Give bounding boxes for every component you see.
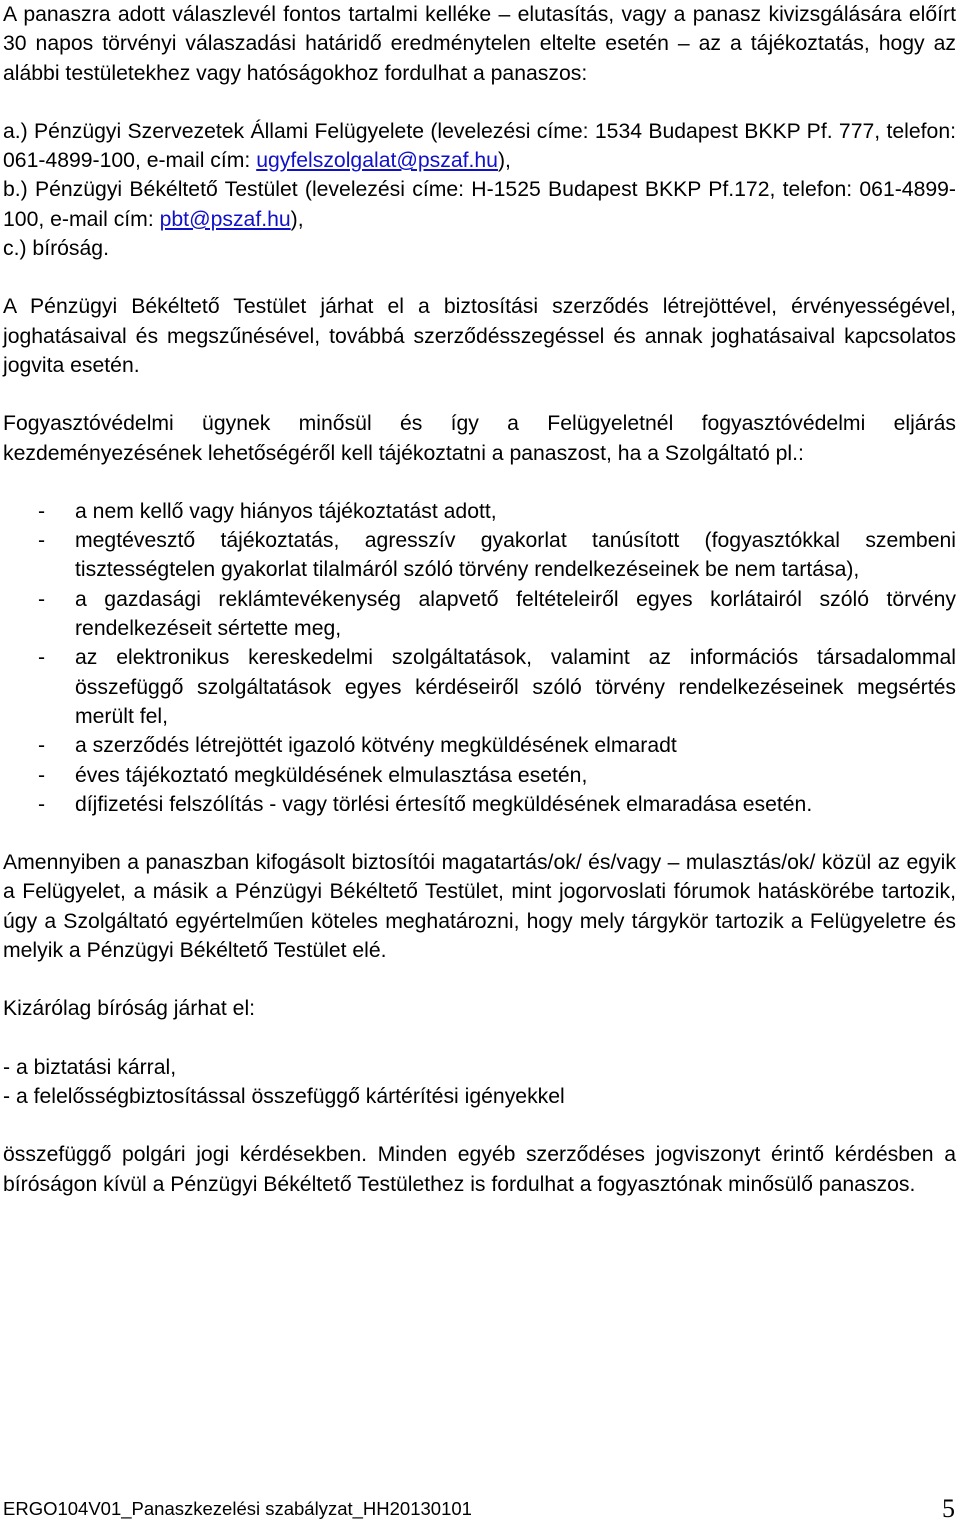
- list-item: [3, 497, 956, 526]
- authority-b-end: ),: [290, 207, 304, 231]
- list-item: [3, 790, 956, 819]
- list-dash: -: [38, 763, 46, 787]
- authority-a-end: ),: [497, 149, 511, 173]
- authority-b-text: b.) Pénzügyi Békéltető Testület (levelezési címe: H-1525 Budapest BKKP Pf.172, telefon: 061-4899-100, e-mail cím:: [3, 178, 956, 231]
- closing-paragraph: összefüggő polgári jogi kérdésekben. Minden egyéb szerződéses jogviszonyt érintő kérdésben a bíróságon kívül a Pénzügyi Békéltető Testülethez is fordulhat a fogyasztónak minősülő panaszos.: [3, 1143, 956, 1196]
- psza-email-link[interactable]: ugyfelszolgalat@pszaf.hu: [256, 149, 498, 173]
- consumer-protection-paragraph: Fogyasztóvédelmi ügynek minősül és így a Felügyeletnél fogyasztóvédelmi eljárás kezdeményezésének lehetőségéről kell tájékoztatni a panaszost, ha a Szolgáltató pl.:: [3, 412, 956, 465]
- intro-paragraph: A panaszra adott válaszlevél fontos tartalmi kelléke – elutasítás, vagy a panasz kivizsgálására előírt 30 napos törvényi válaszadási határidő eredménytelen eltelte esetén – az a tájékoztatás, hogy az alábbi testületekhez vagy hatóságokhoz fordulhat a panaszos:: [3, 3, 956, 85]
- spacer: [3, 263, 956, 292]
- list-item-text: az elektronikus kereskedelmi szolgáltatások, valamint az információs társadalommal összefüggő szolgáltatások egyes kérdéseiről szóló törvény rendelkezéseinek megsértés merült fel,: [75, 646, 956, 728]
- court-item-2: - a felelősségbiztosítással összefüggő kártérítési igényekkel: [3, 1084, 565, 1108]
- list-dash: -: [38, 529, 46, 553]
- pbt-email-link[interactable]: pbt@pszaf.hu: [159, 207, 291, 231]
- list-item: [3, 643, 956, 731]
- list-item-text: díjfizetési felszólítás - vagy törlési értesítő megküldésének elmaradása esetén.: [75, 792, 813, 816]
- list-item-text: a szerződés létrejöttét igazoló kötvény megküldésének elmaradt: [75, 734, 677, 758]
- spacer: [3, 1024, 956, 1053]
- court-only-heading: Kizárólag bíróság járhat el:: [3, 997, 256, 1021]
- list-item-text: éves tájékoztató megküldésének elmulasztása esetén,: [75, 763, 588, 787]
- authority-b: [3, 175, 956, 234]
- list-dash: -: [38, 792, 46, 816]
- footer-doc-id: ERGO104V01_Panaszkezelési szabályzat_HH20130101: [3, 1498, 472, 1519]
- list-item-text: megtévesztő tájékoztatás, agresszív gyakorlat tanúsított (fogyasztókkal szembeni tisztességtelen gyakorlat tilalmáról szóló törvény rendelkezéseinek be nem tartása),: [75, 529, 956, 582]
- spacer: [3, 819, 956, 848]
- list-item-text: a nem kellő vagy hiányos tájékoztatást adott,: [75, 499, 497, 523]
- jurisdiction-paragraph: Amennyiben a panaszban kifogásolt biztosítói magatartás/ok/ és/vagy – mulasztás/ok/ közül az egyik a Felügyelet, a másik a Pénzügyi Békéltető Testület, mint jogorvoslati fórumok hatáskörébe tartozik, úgy a Szolgáltató egyértelműen köteles meghatározni, hogy mely tárgykör tartozik a Felügyeletre és melyik a Pénzügyi Békéltető Testület elé.: [3, 851, 956, 963]
- spacer: [3, 1111, 956, 1140]
- page-number: 5: [942, 1494, 955, 1523]
- spacer: [3, 88, 956, 117]
- list-dash: -: [38, 734, 46, 758]
- consumer-cases-list: [3, 497, 956, 819]
- spacer: [3, 965, 956, 994]
- court-item-1: - a biztatási kárral,: [3, 1055, 177, 1079]
- list-dash: -: [38, 587, 46, 611]
- authority-a: [3, 117, 956, 176]
- list-dash: -: [38, 499, 46, 523]
- authority-c: c.) bíróság.: [3, 237, 109, 261]
- spacer: [3, 380, 956, 409]
- list-dash: -: [38, 646, 46, 670]
- list-item: [3, 761, 956, 790]
- spacer: [3, 468, 956, 497]
- list-item: [3, 526, 956, 585]
- list-item: [3, 731, 956, 760]
- pbt-scope-paragraph: A Pénzügyi Békéltető Testület járhat el a biztosítási szerződés létrejöttével, érvényességével, joghatásaival és megszűnésével, továbbá szerződésszegéssel és annak joghatásaival kapcsolatos jogvita esetén.: [3, 295, 956, 377]
- list-item: [3, 585, 956, 644]
- list-item-text: a gazdasági reklámtevékenység alapvető feltételeiről egyes korlátairól szóló törvény rendelkezéseit sértette meg,: [75, 587, 956, 641]
- authority-a-text: a.) Pénzügyi Szervezetek Állami Felügyelete (levelezési címe: 1534 Budapest BKKP Pf. 777, telefon: 061-4899-100, e-mail cím:: [3, 119, 956, 173]
